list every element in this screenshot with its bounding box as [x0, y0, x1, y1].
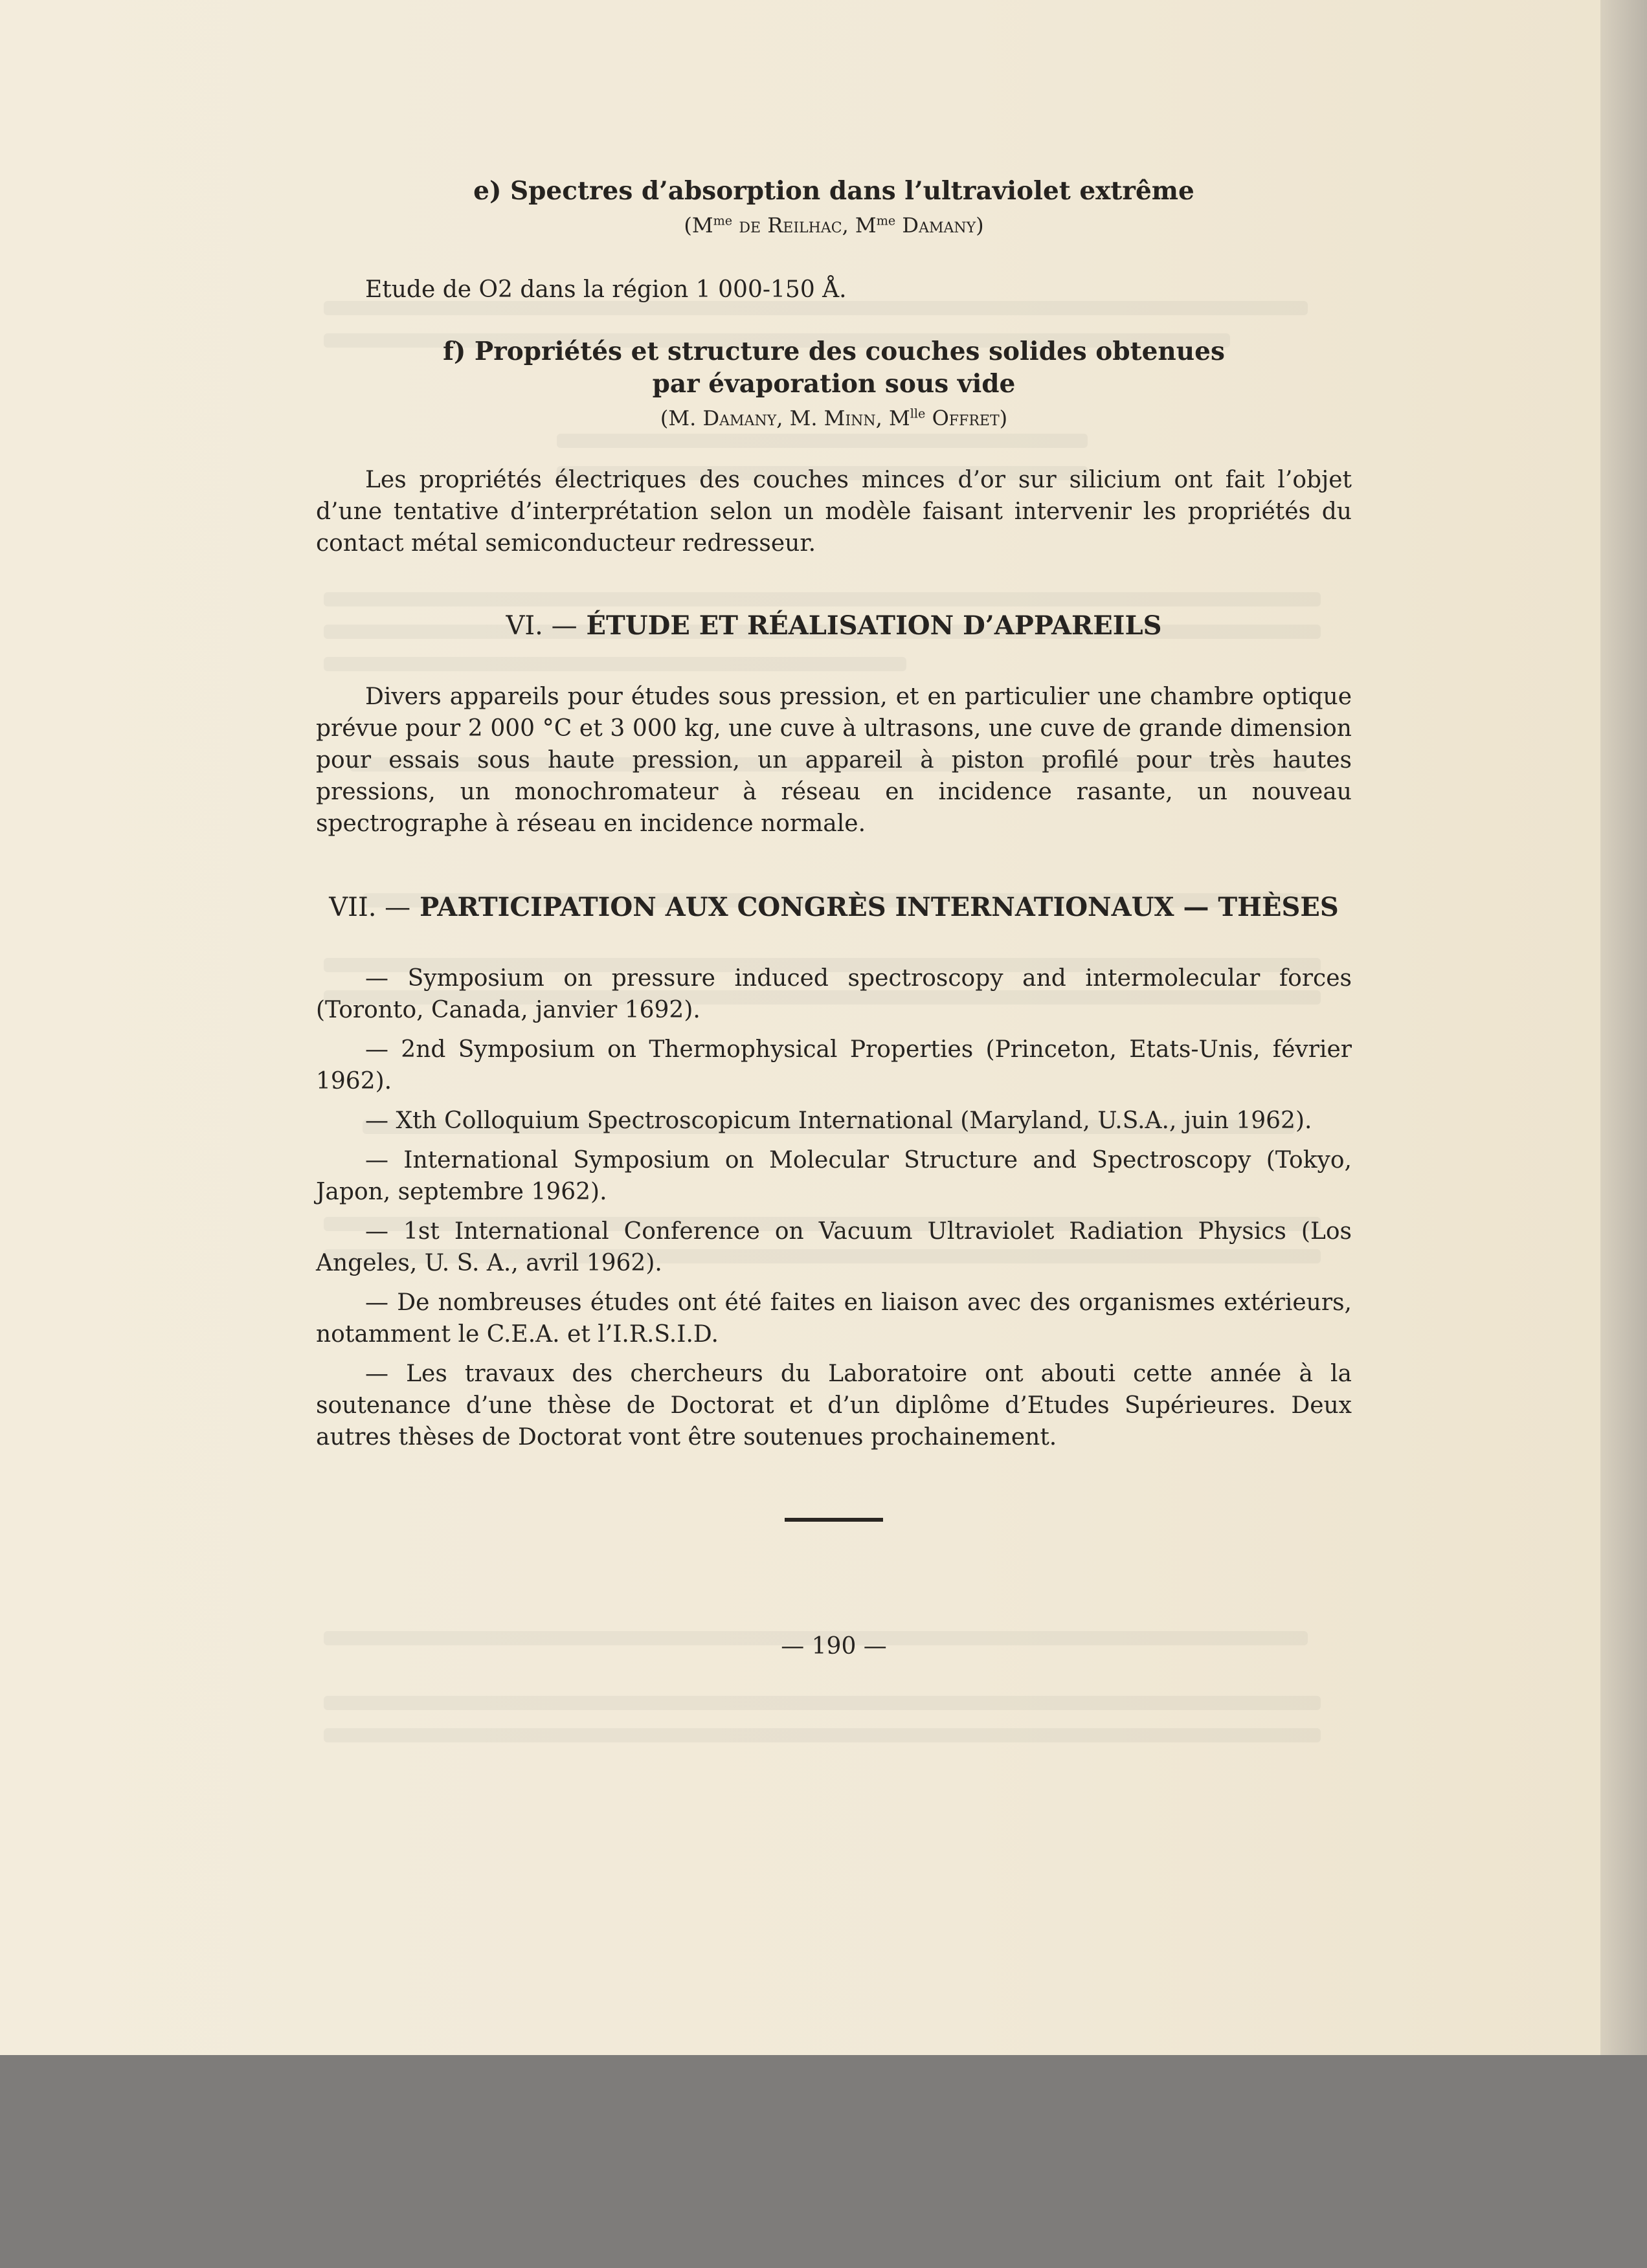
section-f-title-line-2: par évaporation sous vide [652, 369, 1016, 399]
author-title: M [888, 406, 910, 430]
section-vii-title: PARTICIPATION AUX CONGRÈS INTERNATIONAUX — THÈSES [420, 892, 1339, 922]
section-vi-heading [316, 610, 1352, 642]
list-item: — 1st International Conference on Vacuum Ultraviolet Radiation Physics (Los Angeles, U. S. A., avril 1962). [316, 1218, 1352, 1276]
section-vi-title: ÉTUDE ET RÉALISATION D’APPAREILS [586, 610, 1162, 641]
section-f-authors: (M. Damany, M. Minn, $M^{lle}$ Offret) [660, 406, 1008, 430]
list-item: — De nombreuses études ont été faites en liaison avec des organismes extérieurs, notamment le C.E.A. et l’I.R.S.I.D. [316, 1289, 1352, 1348]
section-f-paragraph: Les propriétés électriques des couches minces d’or sur silicium ont fait l’objet d’une tentative d’interprétation selon un modèle faisant intervenir les propriétés du contact métal semiconducteur redresseur. [316, 467, 1352, 557]
author-title-suffix: me [713, 213, 733, 228]
paper-edge [1600, 0, 1647, 2055]
author-title: M. [668, 406, 697, 430]
section-e-paragraph: Etude de O2 dans la région 1 000-150 Å. [365, 276, 847, 303]
author-title: M [855, 213, 877, 238]
author-name: Damany [702, 406, 777, 430]
author-name: de Reilhac [739, 213, 842, 238]
section-e-authors: ($M^{me}$ de Reilhac, $M^{me}$ Damany) [684, 213, 984, 238]
document-body [316, 175, 1352, 1662]
author-title: M. [789, 406, 818, 430]
section-e-title: e) Spectres d’absorption dans l’ultraviolet extrême [473, 176, 1194, 206]
section-vi-number: VI. — [506, 611, 577, 641]
list-item: — Xth Colloquium Spectroscopicum International (Maryland, U.S.A., juin 1962). [365, 1107, 1312, 1134]
author-name: Minn [824, 406, 876, 430]
end-rule [785, 1518, 883, 1522]
section-vii-number: VII. — [329, 893, 411, 922]
author-title: M [691, 213, 713, 238]
list-item: — International Symposium on Molecular Structure and Spectroscopy (Tokyo, Japon, septembre 1962). [316, 1147, 1352, 1205]
author-name: Offret [932, 406, 1000, 430]
list-item: — Les travaux des chercheurs du Laboratoire ont abouti cette année à la soutenance d’une thèse de Doctorat et d’un diplôme d’Etudes Supérieures. Deux autres thèses de Doctorat vont être soutenues prochainement. [316, 1361, 1352, 1451]
section-f-title-line-1: f) Propriétés et structure des couches solides obtenues [443, 337, 1225, 366]
section-vii-list [316, 962, 1352, 1453]
page-number: — 190 — [781, 1633, 887, 1660]
author-title-suffix: lle [910, 406, 926, 421]
author-title-suffix: me [876, 213, 896, 228]
section-vi-paragraph: Divers appareils pour études sous pression, et en particulier une chambre optique prévue pour 2 000 °C et 3 000 kg, une cuve à ultrasons, une cuve de grande dimension pour essais sous haute pression, un appareil à piston profilé pour très hautes pressions, un monochromateur à réseau en incidence rasante, un nouveau spectrographe à réseau en incidence normale. [316, 684, 1352, 837]
section-vii-heading [316, 891, 1352, 924]
author-name: Damany [902, 213, 976, 238]
list-item: — Symposium on pressure induced spectroscopy and intermolecular forces (Toronto, Canada, janvier 1692). [316, 965, 1352, 1023]
list-item: — 2nd Symposium on Thermophysical Properties (Princeton, Etats-Unis, février 1962). [316, 1036, 1352, 1095]
